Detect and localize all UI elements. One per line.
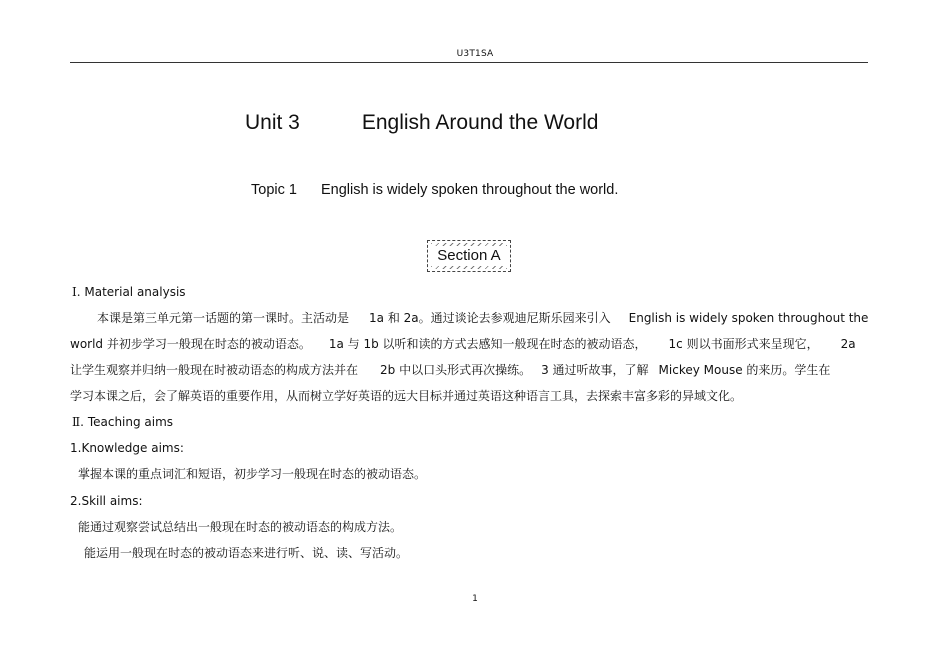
skill-aims-text-2: 能运用一般现在时态的被动语态来进行听、说、读、写活动。 [84, 546, 409, 560]
material-paragraph-line-4: 学习本课之后，会了解英语的重要作用，从而树立学好英语的远大目标并通过英语这种语言工具，去探索丰富多彩的异域文化。 [70, 389, 743, 403]
skill-aims-label: 2.Skill aims: [70, 494, 143, 508]
material-heading-number: Ⅰ. [72, 285, 81, 299]
unit-label: Unit 3 [245, 111, 300, 134]
topic-label: Topic 1 [251, 182, 297, 198]
knowledge-aims-label: 1.Knowledge aims: [70, 441, 184, 455]
knowledge-aims-text: 掌握本课的重点词汇和短语，初步学习一般现在时态的被动语态。 [78, 467, 427, 481]
topic-title [251, 182, 618, 198]
section-label: Section A [427, 240, 511, 272]
material-paragraph-line-2: world 并初步学习一般现在时态的被动语态。 1a 与 1b 以听和读的方式去感知一般现在时态的被动语态， 1c 则以书面形式来呈现它， 2a [70, 337, 856, 351]
unit-name: English Around the World [361, 111, 599, 134]
material-heading [72, 284, 186, 301]
material-paragraph-line-3: 让学生观察并归纳一般现在时被动语态的构成方法并在 2b 中以口头形式再次操练。 3 通过听故事，了解 Mickey Mouse 的来历。学生在 [70, 363, 831, 377]
skill-aims-text-1: 能通过观察尝试总结出一般现在时态的被动语态的构成方法。 [78, 520, 403, 534]
aims-heading [72, 414, 173, 431]
material-paragraph-line-1: 本课是第三单元第一话题的第一课时。主活动是 1a 和 2a。通过谈论去参观迪尼斯乐园来引入 English is widely spoken throughout the [97, 311, 869, 325]
aims-heading-text: Teaching aims [87, 415, 174, 429]
aims-heading-number: Ⅱ. [72, 415, 84, 429]
unit-title [245, 111, 598, 135]
page-number: 1 [472, 594, 478, 604]
topic-name: English is widely spoken throughout the world. [320, 182, 619, 198]
header-divider [70, 62, 868, 63]
page-header: U3T1SA [456, 49, 494, 59]
material-heading-text: Material analysis [84, 285, 186, 299]
